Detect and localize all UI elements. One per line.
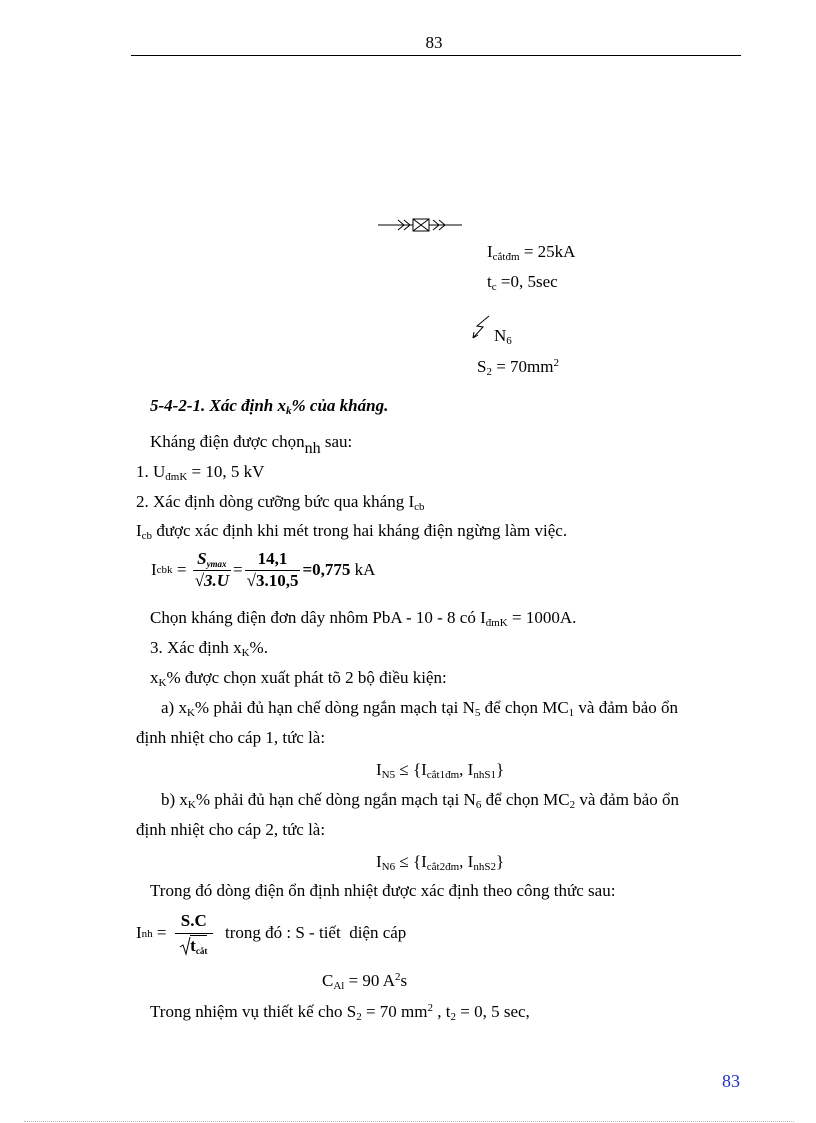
condition-a: a) $x_K\%$ phải đủ hạn chế dòng ngắn mạch tại $N_5$ để chọn $MC_1$ và đảm bảo ổn	[161, 698, 679, 719]
list-item-2: 2. Xác định dòng cưỡng bức qua kháng $I_{cb}$	[136, 492, 425, 513]
aluminium-constant: $C_{Al} = 90$ $A^2s$	[322, 971, 408, 992]
sqrt-sign-icon	[180, 937, 190, 955]
cable-cross-section: $S_2 = 70mm^2$	[477, 357, 560, 378]
paragraph-line: $x_K\%$ được chọn xuất phát tõ 2 bộ điều kiện:	[150, 668, 447, 689]
list-item-1: 1. $U_{đmK} = 10$, 5 kV	[136, 462, 265, 483]
condition-b: b) $x_K\%$ phải đủ hạn chế dòng ngắn mạch tại $N_6$ để chọn $MC_2$ và đảm bảo ổn	[161, 790, 679, 811]
fraction: $\frac{S.C}{t_{cắt}}$	[175, 912, 213, 955]
equation-thermal-current: I nh = $\frac{S.C}{t_{cắt}}$ trong đó : S - tiết diện cáp	[136, 911, 407, 956]
breaker-cut-time: $t_c =0$, 5sec	[487, 272, 558, 293]
header-rule	[131, 55, 741, 56]
paragraph-line: Trong nhiệm vụ thiết kế cho $S_2 = 70$ $mm^2$ , $t_2 = 0$, 5 sec,	[150, 1002, 530, 1023]
condition-a-cont: định nhiệt cho cáp 1, tức là:	[136, 728, 326, 747]
footer-page-number: 83	[722, 1071, 740, 1091]
list-item-3: 3. Xác định $x_K\%$.	[150, 638, 268, 659]
equation-condition-a: $I_{N5} \le \{I_{cắt1đm}$, $I_{nhS1}$}	[376, 760, 505, 781]
breaker-rated-current: $I_{cắtđm} = 25kA$	[487, 242, 576, 263]
equation-condition-b: $I_{N6} \le \{I_{cắt2đm}$, $I_{nhS2}$}	[376, 852, 505, 873]
condition-b-cont: định nhiệt cho cáp 2, tức là:	[136, 820, 326, 839]
circuit-breaker-symbol-icon	[378, 216, 462, 234]
paragraph-line: $I_{cb}$ được xác định khi mét trong hai kháng điện ngừng làm việc.	[136, 521, 568, 542]
fault-lightning-icon	[469, 314, 495, 340]
section-heading: 5-4-2-1. Xác định $x_k\%$ của kháng.	[150, 396, 389, 417]
fault-point-label: $N_6$	[494, 326, 512, 347]
fraction: $\frac{14,1}{√3.10,5}$	[246, 549, 299, 590]
header-page-number: 83	[425, 33, 443, 52]
footer-rule	[24, 1121, 794, 1122]
paragraph-line: Chọn kháng điện đơn dây nhôm PbA - 10 - 8 có $I_{đmK} = 1000A$.	[150, 608, 577, 629]
paragraph-line: Kháng điện được chọn$_{nh}$ sau:	[150, 432, 353, 457]
paragraph-line: Trong đó dòng điện ổn định nhiệt được xác định theo công thức sau:	[150, 881, 616, 900]
fraction: $\frac{S_{ymax}}{√3.U}$	[194, 549, 230, 590]
equation-forced-current: I cbk = $\frac{S_{ymax}}{√3.U}$ = $\frac{14,1}{√3.10,5}$ =0,775 kA	[151, 549, 376, 590]
